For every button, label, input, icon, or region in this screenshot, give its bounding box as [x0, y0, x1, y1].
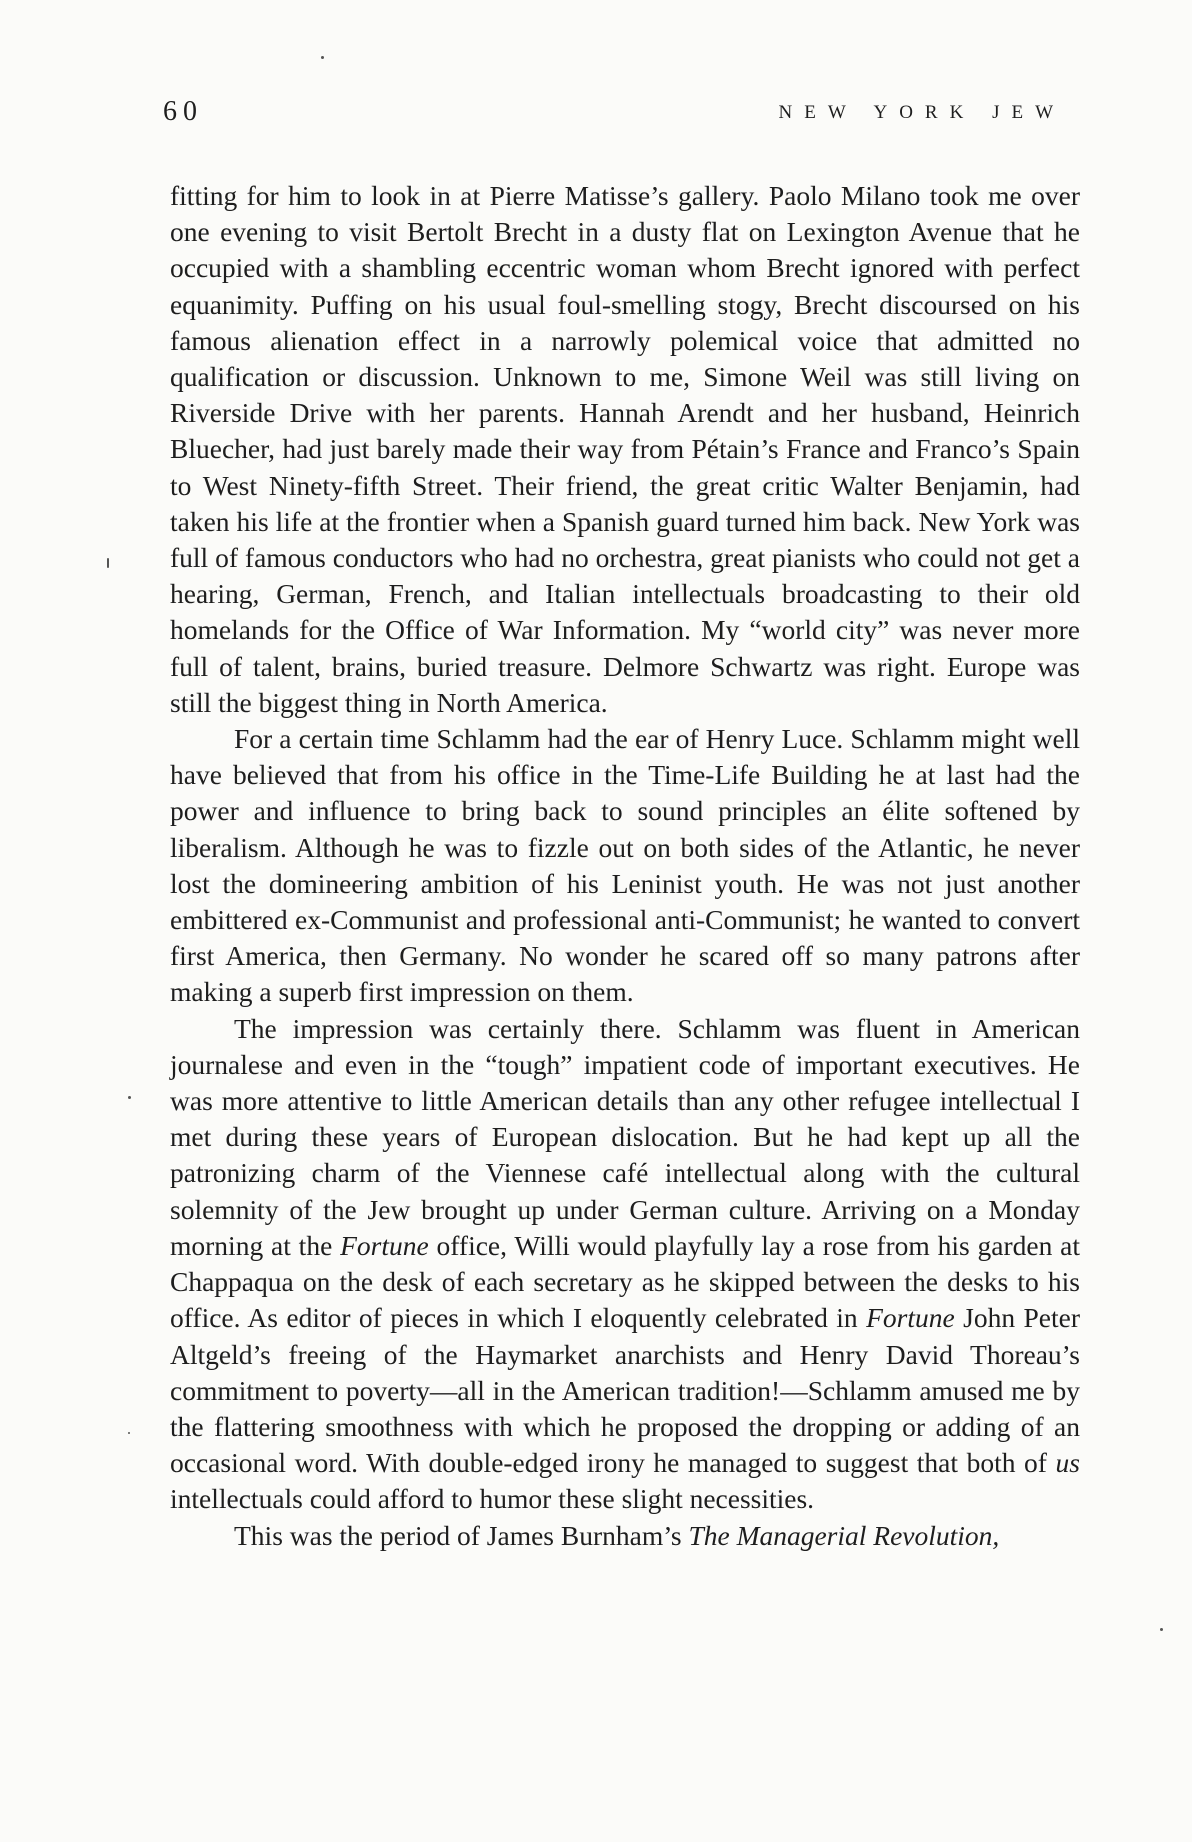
- italic-text: Fortune: [340, 1229, 429, 1261]
- text-run: For a certain time Schlamm had the ear of Henry Luce. Schlamm might well have believed that from his office in the Time-Life Building he at last had the power and influence to bring back to sound principles an élite softened by liberalism. Although he was to fizzle out on both sides of the Atlantic, he never lost the domineering ambition of his Leninist youth. He was not just another embittered ex-Communist and professional anti-Communist; he wanted to convert first America, then Germany. No wonder he scared off so many patrons after making a superb first impression on them.: [170, 723, 1080, 1008]
- text-run: John Peter Altgeld’s freeing of the Haymarket anarchists and Henry David Thoreau’s commitment to poverty—all in the American tradition!—Schlamm amused me by the flattering smoothness with which he proposed the dropping or adding of an occasional word. With double-edged irony he managed to suggest that both of: [170, 1302, 1080, 1479]
- text-run: This was the period of James Burnham’s: [234, 1519, 689, 1551]
- text-run: fitting for him to look in at Pierre Matisse’s gallery. Paolo Milano took me over one evening to visit Bertolt Brecht in a dusty flat on Lexington Avenue that he occupied with a shambling eccentric woman whom Brecht ignored with perfect equanimity. Puffing on his usual foul-smelling stogy, Brecht discoursed on his famous alienation effect in a narrowly polemical voice that admitted no qualification or discussion. Unknown to me, Simone Weil was still living on Riverside Drive with her parents. Hannah Arendt and her husband, Heinrich Bluecher, had just barely made their way from Pétain’s France and Franco’s Spain to West Ninety-fifth Street. Their friend, the great critic Walter Benjamin, had taken his life at the frontier when a Spanish guard turned him back. New York was full of famous conductors who had no orchestra, great pianists who could not get a hearing, German, French, and Italian intellectuals broadcasting to their old homelands for the Office of War Information. My “world city” was never more full of talent, brains, buried treasure. Delmore Schwartz was right. Europe was still the biggest thing in North America.: [170, 180, 1080, 718]
- italic-text: The Managerial Revolution,: [688, 1519, 1000, 1551]
- paragraph: [170, 1011, 1080, 1518]
- text-run: intellectuals could afford to humor these slight necessities.: [170, 1483, 815, 1515]
- scan-speck: [128, 1432, 130, 1434]
- scan-speck: [1160, 1628, 1163, 1631]
- text-run: The impression was certainly there. Schlamm was fluent in American journalese and even in the “tough” impatient code of important executives. He was more attentive to little American details than any other refugee intellectual I met during these years of European dislocation. But he had kept up all the patronizing charm of the Viennese café intellectual along with the cultural solemnity of the Jew brought up under German culture. Arriving on a Monday morning at the: [170, 1012, 1080, 1261]
- scan-speck: [128, 1096, 131, 1099]
- body-text: [170, 178, 1080, 1554]
- book-title: NEW YORK JEW: [778, 102, 1065, 123]
- italic-text: Fortune: [866, 1302, 955, 1334]
- text-run: office, Willi would playfully lay a rose from his garden at Chappaqua on the desk of each secretary as he skipped between the desks to his office. As editor of pieces in which I eloquently celebrated in: [170, 1229, 1080, 1334]
- paragraph: [170, 721, 1080, 1011]
- italic-text: us: [1055, 1447, 1080, 1479]
- paragraph: [170, 1518, 1080, 1554]
- running-head: [163, 96, 1065, 136]
- page-number: 60: [163, 96, 203, 127]
- scan-speck: [107, 558, 109, 568]
- paragraph: [170, 178, 1080, 721]
- scan-speck: [321, 56, 324, 59]
